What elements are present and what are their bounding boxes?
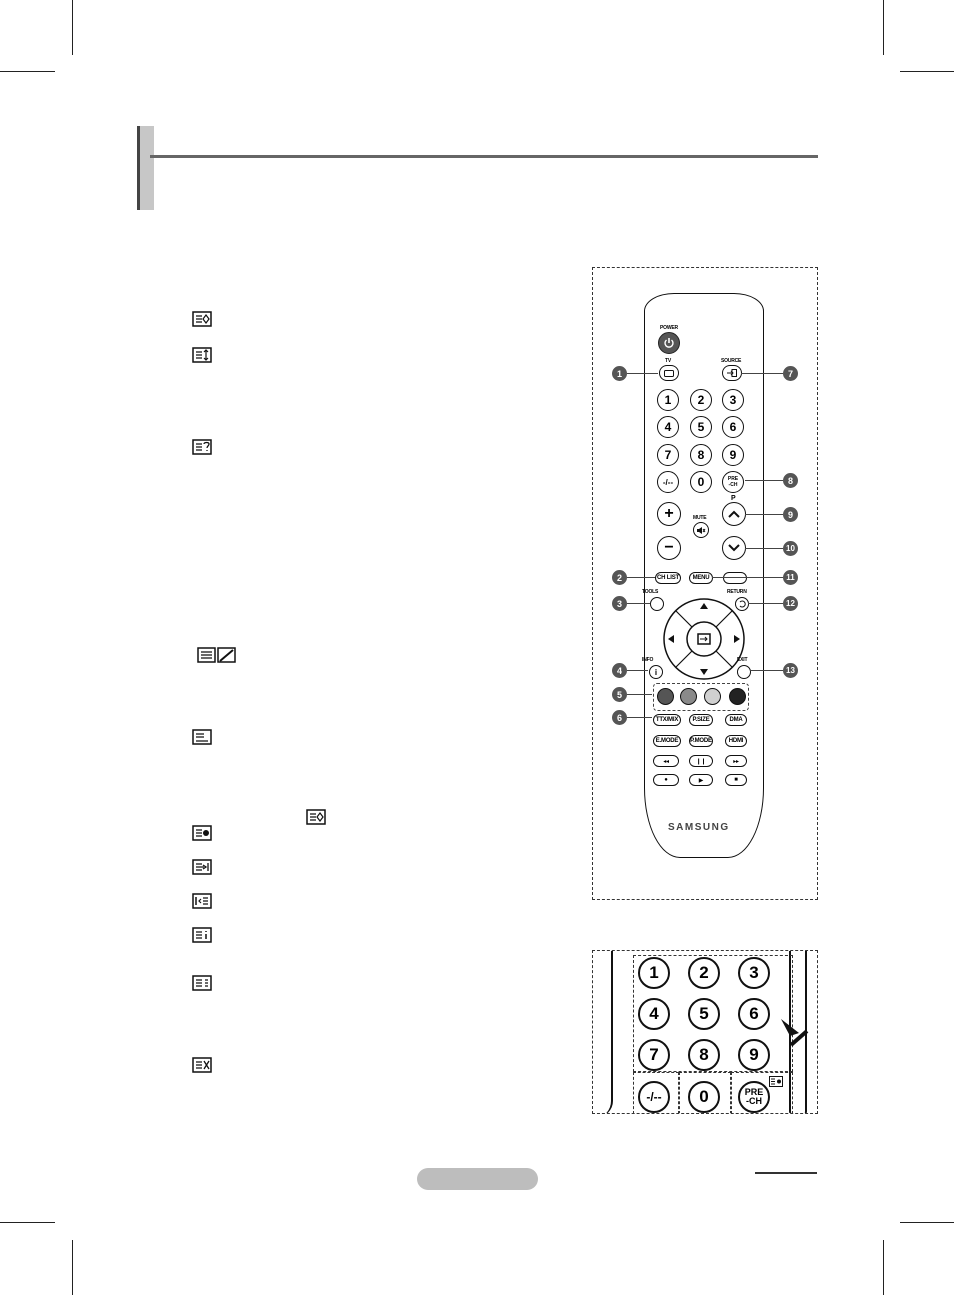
remote-key-1[interactable]: 1 [657,389,679,411]
teletext-list-icon [192,975,214,993]
section-heading-bar [137,126,154,210]
crop-mark [72,0,73,55]
source-label: SOURCE [721,358,742,364]
chevron-down-icon [728,544,740,552]
zoom-ch-label: -CH [746,1096,762,1106]
rewind-button[interactable]: ◂◂ [653,755,679,767]
tv-label: TV [665,358,671,364]
callout-6: 6 [612,710,627,725]
zoom-key-0: 0 [688,1081,720,1113]
teletext-hold-icon-inline [306,809,328,827]
teletext-hold-icon [192,311,214,329]
callout-10: 10 [783,541,798,556]
callout-line [627,577,655,578]
return-label: RETURN [727,589,747,595]
pause-button[interactable]: ❙❙ [689,755,713,767]
mute-icon [696,526,706,535]
callout-line [745,514,783,515]
emode-button[interactable]: E.MODE [653,735,681,747]
remote-key-4[interactable]: 4 [657,416,679,438]
callout-line [750,670,783,671]
yellow-key[interactable] [704,688,721,705]
callout-line [745,480,783,481]
channel-up-button[interactable] [722,502,746,526]
source-button[interactable] [722,365,742,381]
fast-forward-button[interactable]: ▸▸ [725,755,747,767]
remote-key-7[interactable]: 7 [657,444,679,466]
ttx-mix-button[interactable]: TTX/MIX [653,714,681,726]
teletext-cancel-icon [192,1057,214,1075]
crop-mark [883,1240,884,1295]
zoom-key-7: 7 [638,1039,670,1071]
power-label: POWER [660,325,678,331]
teletext-store-icon [192,825,214,843]
crop-mark [72,1240,73,1295]
exit-button[interactable] [737,665,751,679]
mute-label: MUTE [693,515,707,521]
callout-13: 13 [783,663,798,678]
brand-logo: SAMSUNG [668,822,730,833]
zoom-key-3: 3 [738,957,770,989]
teletext-reveal-icon [192,439,214,457]
callout-line [748,603,783,604]
callout-line [627,603,650,604]
zoom-key-dash: -/-- [638,1081,670,1113]
play-button[interactable]: ▶ [689,774,713,786]
remote-control [644,293,764,858]
psize-button[interactable]: P.SIZE [689,714,713,726]
dma-button[interactable]: DMA [725,714,747,726]
chlist-button[interactable]: CH LIST [655,572,681,584]
crop-mark [883,0,884,55]
volume-down-button[interactable]: − [657,536,681,560]
pointer-arrow-icon [779,1011,809,1047]
zoom-key-9: 9 [738,1039,770,1071]
callout-7: 7 [783,366,798,381]
remote-key-2[interactable]: 2 [690,389,712,411]
teletext-index-icon [192,893,214,911]
callout-line [745,548,783,549]
remote-key-0[interactable]: 0 [690,471,712,493]
zoom-key-1: 1 [638,957,670,989]
callout-5: 5 [612,687,627,702]
callout-9: 9 [783,507,798,522]
remote-key-5[interactable]: 5 [690,416,712,438]
zoom-key-prech [738,1081,770,1113]
mute-button[interactable] [693,522,709,538]
teletext-mix-icon [197,647,237,665]
record-button[interactable]: ● [653,774,679,786]
page-number-pill [417,1168,538,1190]
red-key[interactable] [657,688,674,705]
callout-1: 1 [612,366,627,381]
callout-line [712,577,783,578]
power-icon [663,337,675,349]
channel-down-button[interactable] [722,536,746,560]
p-label: P [731,495,736,502]
teletext-store-icon-small [769,1076,783,1087]
teletext-info-icon [192,927,214,945]
callout-line [627,694,652,695]
callout-line [741,373,783,374]
footer-rule [755,1172,817,1174]
callout-11: 11 [783,570,798,585]
callout-8: 8 [783,473,798,488]
crop-mark [900,71,954,72]
pmode-button[interactable]: P.MODE [689,735,713,747]
callout-line [627,373,658,374]
chevron-up-icon [728,510,740,518]
callout-line [627,670,648,671]
zoom-key-4: 4 [638,998,670,1030]
hdmi-button[interactable]: HDMI [725,735,747,747]
section-heading-rule [150,155,818,158]
callout-line [627,717,652,718]
stop-button[interactable]: ■ [725,774,747,786]
remote-edge-left [597,950,613,1114]
crop-mark [0,71,55,72]
remote-key-dash[interactable]: -/-- [657,471,679,493]
tools-label: TOOLS [642,589,659,595]
callout-12: 12 [783,596,798,611]
volume-up-button[interactable]: + [657,502,681,526]
green-key[interactable] [680,688,697,705]
callout-3: 3 [612,596,627,611]
zoom-pre-label: PRE [744,1087,764,1097]
exit-label: EXIT [737,657,748,663]
crop-mark [0,1222,55,1223]
remote-key-prech[interactable]: PRE -CH [722,471,744,493]
source-icon [727,369,737,377]
remote-key-3[interactable]: 3 [722,389,744,411]
tv-icon [664,370,674,377]
blue-key[interactable] [729,688,746,705]
info-label: INFO [642,657,654,663]
teletext-next-page-icon [192,859,214,877]
crop-mark [900,1222,954,1223]
callout-4: 4 [612,663,627,678]
zoom-key-5: 5 [688,998,720,1030]
callout-2: 2 [612,570,627,585]
remote-key-9[interactable]: 9 [722,444,744,466]
tv-button[interactable] [659,365,679,381]
info-button[interactable]: i [649,665,663,679]
zoom-key-8: 8 [688,1039,720,1071]
zoom-key-6: 6 [738,998,770,1030]
teletext-subpage-icon [192,729,214,747]
remote-key-6[interactable]: 6 [722,416,744,438]
menu-button[interactable]: MENU [689,572,713,584]
content-button[interactable] [723,572,747,584]
teletext-size-icon [192,347,214,365]
navigation-pad [662,597,746,681]
power-button[interactable] [658,332,680,354]
remote-key-8[interactable]: 8 [690,444,712,466]
zoom-key-2: 2 [688,957,720,989]
